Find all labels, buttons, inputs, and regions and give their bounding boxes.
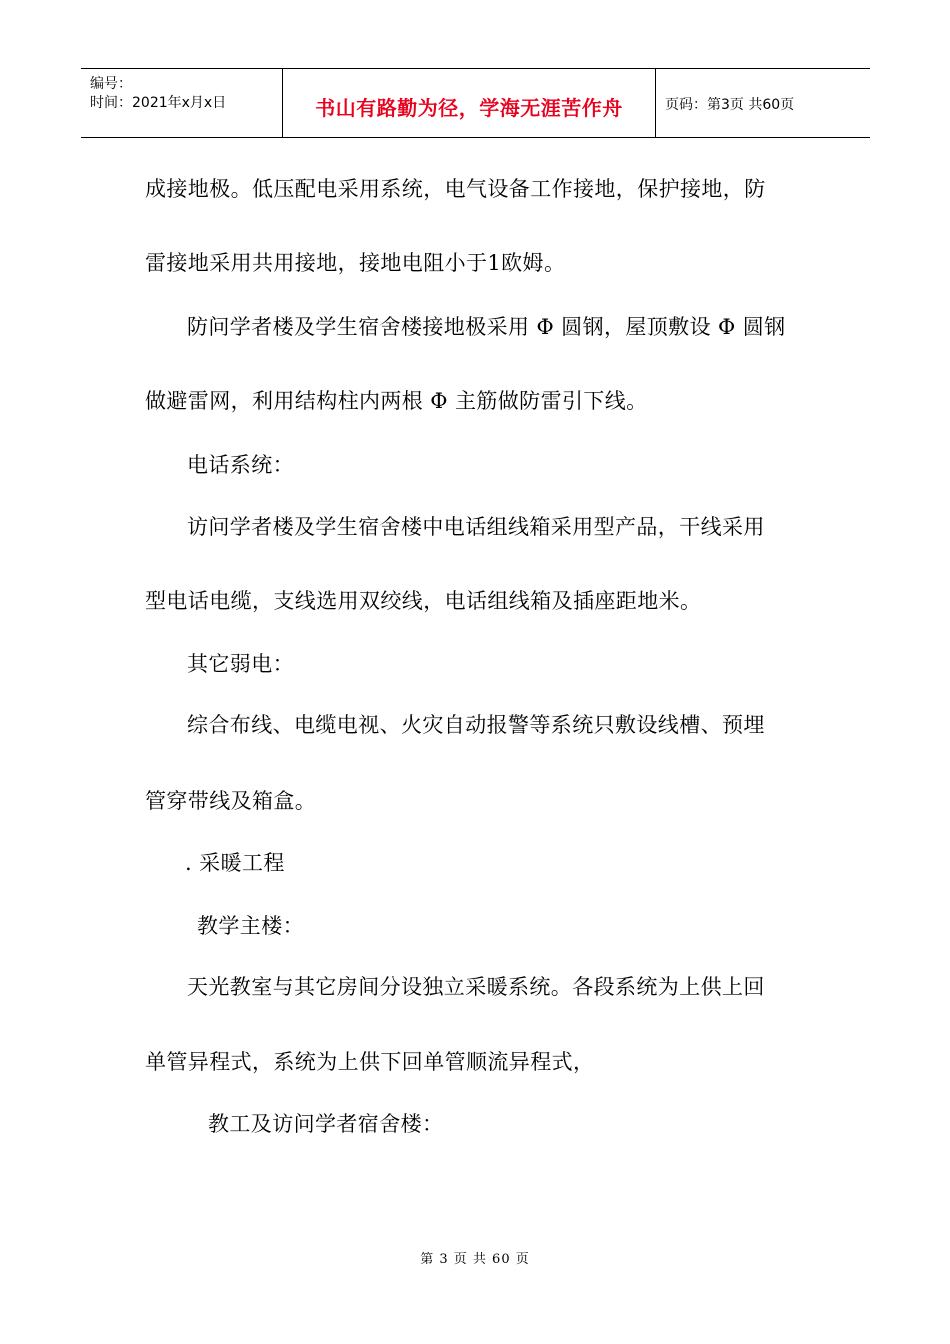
body-line: 成接地极。低压配电采用系统，电气设备工作接地，保护接地，防 bbox=[145, 177, 766, 201]
body-line: 综合布线、电缆电视、火灾自动报警等系统只敷设线槽、预埋 bbox=[187, 713, 765, 737]
body-line: 天光教室与其它房间分设独立采暖系统。各段系统为上供上回 bbox=[187, 975, 765, 999]
page-header bbox=[81, 68, 870, 138]
header-page-info: 页码：第3页 共60页 bbox=[665, 97, 795, 113]
section-heading: 电话系统： bbox=[187, 453, 294, 477]
body-line: 做避雷网，利用结构柱内两根 Φ 主筋做防雷引下线。 bbox=[145, 389, 648, 413]
page-footer: 第 3 页 共 60 页 bbox=[420, 1252, 530, 1267]
header-meta-cell bbox=[81, 69, 281, 137]
body-line: 雷接地采用共用接地，接地电阻小于1欧姆。 bbox=[145, 251, 566, 275]
document-date-label: 时间：2021年x月x日 bbox=[90, 95, 227, 111]
header-page-cell bbox=[655, 69, 870, 137]
body-line: 型电话电缆，支线选用双绞线，电话组线箱及插座距地米。 bbox=[145, 589, 702, 613]
section-heading: 教学主楼： bbox=[197, 914, 304, 938]
header-motto-cell bbox=[282, 69, 656, 137]
section-heading: 其它弱电： bbox=[187, 652, 294, 676]
document-number-label: 编号： bbox=[90, 76, 132, 92]
section-heading: 教工及访问学者宿舍楼： bbox=[208, 1112, 444, 1136]
section-heading: . 采暖工程 bbox=[185, 851, 285, 875]
body-line: 访问学者楼及学生宿舍楼中电话组线箱采用型产品，干线采用 bbox=[187, 515, 765, 539]
body-line: 防问学者楼及学生宿舍楼接地极采用 Φ 圆钢，屋顶敷设 Φ 圆钢 bbox=[187, 315, 786, 339]
body-line: 单管异程式，系统为上供下回单管顺流异程式， bbox=[145, 1050, 595, 1074]
header-motto: 书山有路勤为径，学海无涯苦作舟 bbox=[315, 96, 623, 120]
body-line: 管穿带线及箱盒。 bbox=[145, 789, 317, 813]
